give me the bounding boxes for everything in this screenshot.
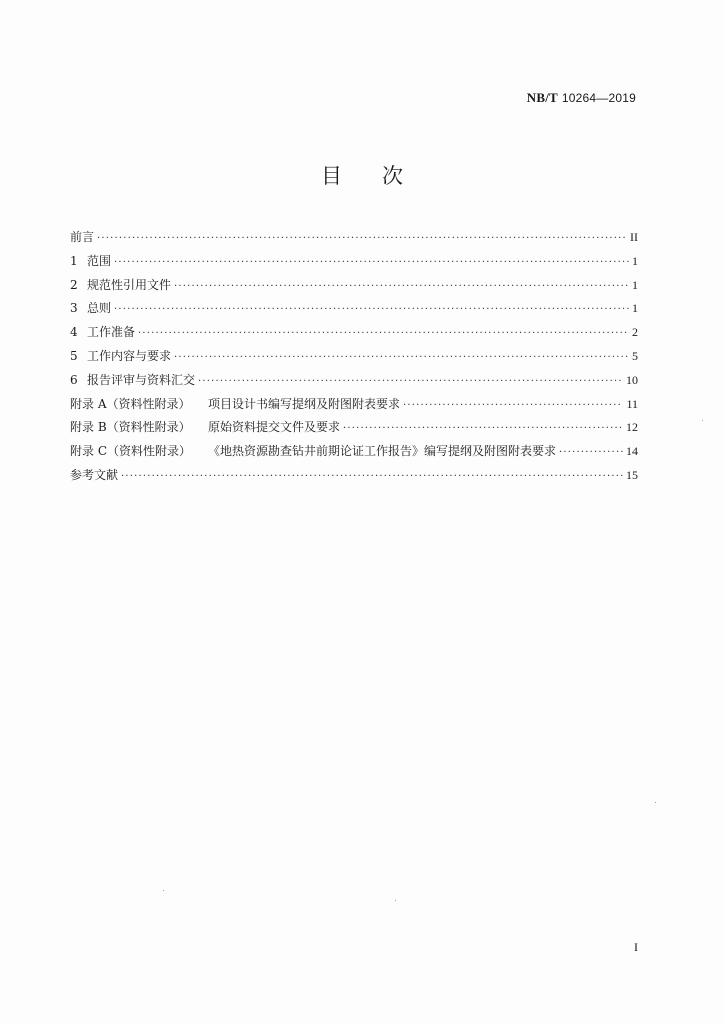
toc-leader-dots [343, 424, 623, 434]
toc-leader-dots [403, 401, 623, 411]
toc-leader-dots [174, 282, 629, 292]
toc-entry-scope[interactable] [70, 252, 638, 276]
toc-entry-number: 4 [70, 325, 78, 340]
toc-entry-page: 14 [626, 444, 638, 459]
toc-leader-dots [198, 377, 623, 387]
toc-entry-number: 3 [70, 301, 78, 316]
toc-entry-page: 1 [632, 301, 638, 316]
toc-entry-foreword[interactable] [70, 228, 638, 252]
table-of-contents [70, 228, 638, 490]
toc-leader-dots [138, 329, 629, 339]
toc-entry-page: 5 [632, 348, 638, 363]
toc-entry-page: 1 [632, 253, 638, 268]
toc-entry-label: 工作内容与要求 [87, 348, 172, 363]
toc-entry-page: 10 [626, 372, 638, 387]
standard-code-number: 10264—2019 [561, 91, 636, 105]
toc-entry-normative-references[interactable] [70, 276, 638, 300]
toc-leader-dots [174, 353, 629, 363]
toc-entry-label: 《地热资源勘查钻井前期论证工作报告》编写提纲及附图附表要求 [208, 444, 557, 459]
toc-entry-label: 参考文献 [70, 467, 119, 482]
toc-entry-annex-b[interactable] [70, 418, 638, 442]
toc-entry-label: 规范性引用文件 [87, 277, 172, 292]
toc-entry-label: 总则 [87, 301, 112, 316]
toc-entry-label: 前言 [70, 230, 95, 244]
toc-annex-designation: 附录 C（资料性附录） [70, 444, 191, 459]
toc-entry-page: 11 [626, 396, 638, 411]
toc-annex-designation: 附录 A（资料性附录） [70, 396, 191, 411]
scan-speck [702, 420, 703, 421]
page-title: 目次 [321, 164, 443, 188]
scan-speck [163, 890, 164, 891]
toc-entry-page: 1 [632, 277, 638, 292]
toc-annex-designation: 附录 B（资料性附录） [70, 420, 191, 435]
scan-speck [655, 802, 656, 803]
toc-entry-annex-a[interactable] [70, 395, 638, 419]
toc-entry-label: 范围 [87, 253, 112, 268]
footer-page-number: I [634, 940, 638, 954]
toc-entry-page: 12 [626, 420, 638, 435]
toc-leader-dots [559, 448, 623, 458]
toc-entry-general[interactable] [70, 299, 638, 323]
toc-leader-dots [97, 234, 627, 244]
toc-entry-label: 项目设计书编写提纲及附图附表要求 [208, 396, 401, 411]
toc-entry-number: 5 [70, 348, 78, 363]
toc-entry-page: 15 [626, 467, 638, 482]
toc-entry-report-review[interactable] [70, 371, 638, 395]
toc-entry-label: 原始资料提交文件及要求 [208, 420, 341, 435]
scan-speck [395, 900, 396, 901]
toc-entry-number: 1 [70, 253, 78, 268]
toc-entry-number: 2 [70, 277, 78, 292]
toc-entry-page: II [630, 230, 638, 244]
toc-entry-work-content[interactable] [70, 347, 638, 371]
toc-entry-number: 6 [70, 372, 78, 387]
standard-code-prefix: NB/T [526, 90, 558, 105]
toc-entry-page: 2 [632, 325, 638, 340]
toc-entry-label: 报告评审与资料汇交 [87, 372, 196, 387]
toc-leader-dots [121, 472, 623, 482]
standard-code [527, 90, 636, 106]
toc-entry-annex-c[interactable] [70, 442, 638, 466]
toc-entry-label: 工作准备 [87, 325, 136, 340]
toc-leader-dots [114, 258, 629, 268]
toc-entry-preparation[interactable] [70, 323, 638, 347]
toc-entry-bibliography[interactable] [70, 466, 638, 490]
toc-leader-dots [114, 305, 629, 315]
